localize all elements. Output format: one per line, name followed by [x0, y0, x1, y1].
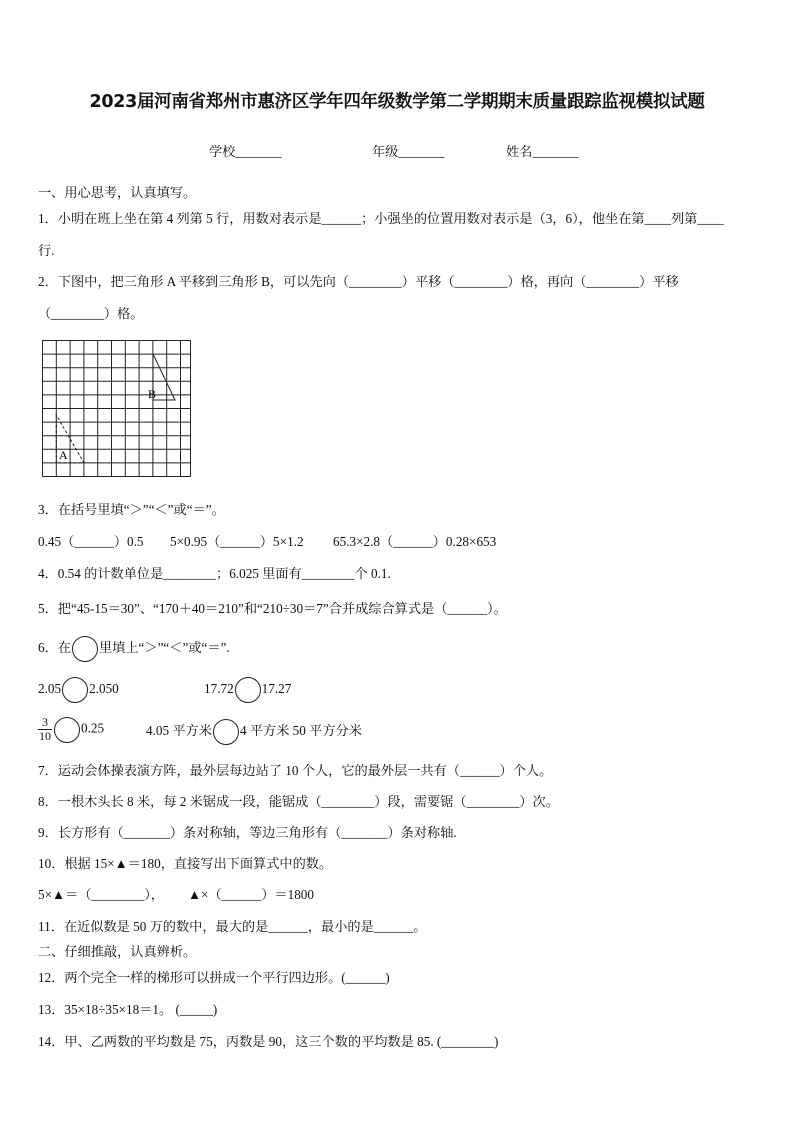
- compare-left-value: 4.05 平方米: [146, 723, 212, 739]
- compare-right-value: 0.25: [81, 720, 105, 736]
- compare-left-value: 17.72: [204, 681, 234, 697]
- question-2-line-1: 2．下图中，把三角形 A 平移到三角形 B，可以先向（________）平移（________）格，再向（________）平移: [38, 274, 679, 289]
- question-14: 14．甲、乙两数的平均数是 75，丙数是 90，这三个数的平均数是 85. (________): [38, 1034, 499, 1049]
- question-6-row-2-right: [146, 719, 362, 745]
- question-3-item-2: 5×0.95（______）5×1.2: [170, 534, 304, 549]
- grade-field: 年级_______: [372, 144, 445, 159]
- translation-grid-diagram: [42, 340, 192, 478]
- question-6: [38, 636, 230, 662]
- question-3-item-3: 65.3×2.8（______）0.28×653: [333, 534, 497, 549]
- label-a: A: [59, 448, 68, 462]
- answer-circle[interactable]: [235, 677, 261, 703]
- question-9: 9．长方形有（_______）条对称轴，等边三角形有（_______）条对称轴.: [38, 825, 457, 840]
- answer-circle[interactable]: [213, 719, 239, 745]
- question-12: 12．两个完全一样的梯形可以拼成一个平行四边形。(______): [38, 970, 390, 985]
- section-2-heading: 二、仔细推敲，认真辨析。: [38, 944, 197, 959]
- question-10: 10．根据 15×▲＝180，直接写出下面算式中的数。: [38, 856, 333, 871]
- name-field: 姓名_______: [506, 144, 579, 159]
- question-1-line-1: 1．小明在班上坐在第 4 列第 5 行，用数对表示是______；小强坐的位置用数对表示是（3，6），他坐在第____列第____: [38, 211, 724, 226]
- question-13: 13．35×18÷35×18＝1。 (_____): [38, 1002, 218, 1017]
- compare-right-value: 4 平方米 50 平方分米: [239, 723, 362, 739]
- question-1-line-2: 行.: [38, 243, 55, 258]
- answer-circle[interactable]: [54, 717, 80, 743]
- question-11: 11．在近似数是 50 万的数中，最大的是______，最小的是______。: [38, 919, 427, 934]
- fraction: $\frac{3}{10}$: [39, 715, 51, 743]
- question-6-row-1-left: [38, 677, 119, 703]
- question-6-suffix: 里填上“＞”“＜”或“＝”.: [98, 640, 230, 656]
- answer-circle[interactable]: [62, 677, 88, 703]
- question-6-row-2-left: [38, 716, 104, 743]
- answer-circle[interactable]: [72, 636, 98, 662]
- question-7: 7．运动会体操表演方阵，最外层每边站了 10 个人，它的最外层一共有（______）个人。: [38, 763, 553, 778]
- compare-left-value: 2.05: [38, 681, 62, 697]
- question-3-item-1: 0.45（______）0.5: [38, 534, 144, 549]
- question-10-part-a: 5×▲＝（________），: [38, 887, 164, 902]
- page-title: 2023届河南省郑州市惠济区学年四年级数学第二学期期末质量跟踪监视模拟试题: [89, 92, 705, 112]
- question-4: 4．0.54 的计数单位是________；6.025 里面有________个 0.1.: [38, 566, 391, 581]
- question-6-prefix: 6．在: [38, 640, 71, 656]
- compare-right-value: 2.050: [89, 681, 119, 697]
- question-8: 8．一根木头长 8 米，每 2 米锯成一段，能锯成（________）段，需要锯（________）次。: [38, 794, 559, 809]
- label-b: B: [148, 387, 157, 401]
- question-5: 5．把“45-15＝30”、“170＋40＝210”和“210÷30＝7”合并成综合算式是（______）。: [38, 601, 507, 616]
- question-3: 3．在括号里填“＞”“＜”或“＝”。: [38, 502, 225, 517]
- question-6-row-1-right: [204, 677, 291, 703]
- compare-right-value: 17.27: [261, 681, 292, 697]
- school-field: 学校_______: [209, 144, 282, 159]
- triangle-b: [153, 354, 175, 400]
- section-1-heading: 一、用心思考，认真填写。: [38, 185, 197, 200]
- question-10-part-b: ▲×（______）＝1800: [188, 887, 314, 902]
- question-2-line-2: （________）格。: [38, 306, 144, 321]
